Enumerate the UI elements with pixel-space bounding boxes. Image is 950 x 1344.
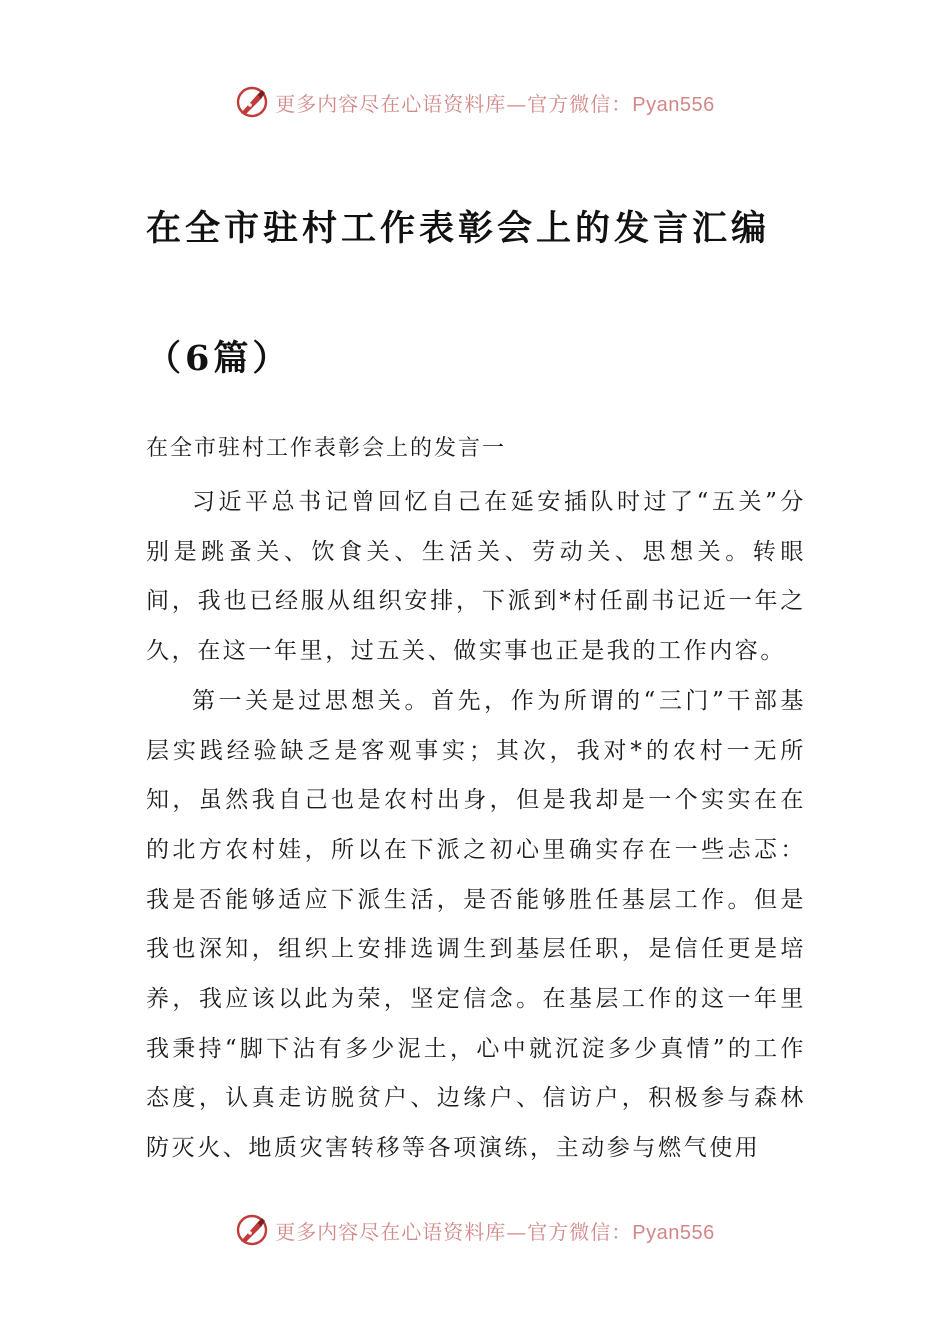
document-title: 在全市驻村工作表彰会上的发言汇编（6篇） (146, 208, 771, 379)
paragraph: 习近平总书记曾回忆自己在延安插队时过了“五关”分别是跳蚤关、饮食关、生活关、劳动关、思想关。转眼间，我也已经服从组织安排，下派到*村任副书记近一年之久，在这一年里，过五关、做实事也正是我的工作内容。 (146, 489, 806, 665)
pen-nib-logo-icon (235, 85, 269, 119)
watermark-handle: Pyan556 (632, 1221, 715, 1244)
pen-nib-logo-icon (235, 1213, 269, 1247)
header-watermark (0, 80, 950, 124)
paragraph: 第一关是过思想关。首先，作为所谓的“三门”干部基层实践经验缺乏是客观事实；其次，我对*的农村一无所知，虽然我自己也是农村出身，但是我却是一个实实在在的北方农村娃，所以在下派之初心里确实存在一些忐忑：我是否能够适应下派生活，是否能够胜任基层工作。但是我也深知，组织上安排选调生到基层任职，是信任更是培养，我应该以此为荣，坚定信念。在基层工作的这一年里我秉持“脚下沾有多少泥土，心中就沉淀多少真情”的工作态度，认真走访脱贫户、边缘户、信访户，积极参与森林防灭火、地质灾害转移等各项演练，主动参与燃气使用 (146, 687, 806, 1162)
watermark-handle: Pyan556 (632, 93, 715, 116)
section-heading: 在全市驻村工作表彰会上的发言一 (146, 436, 507, 461)
watermark-text: 更多内容尽在心语资料库—官方微信：Pyan556 (275, 1219, 715, 1244)
body-text (146, 478, 806, 1174)
footer-watermark (0, 1208, 950, 1252)
watermark-text: 更多内容尽在心语资料库—官方微信：Pyan556 (275, 91, 715, 116)
